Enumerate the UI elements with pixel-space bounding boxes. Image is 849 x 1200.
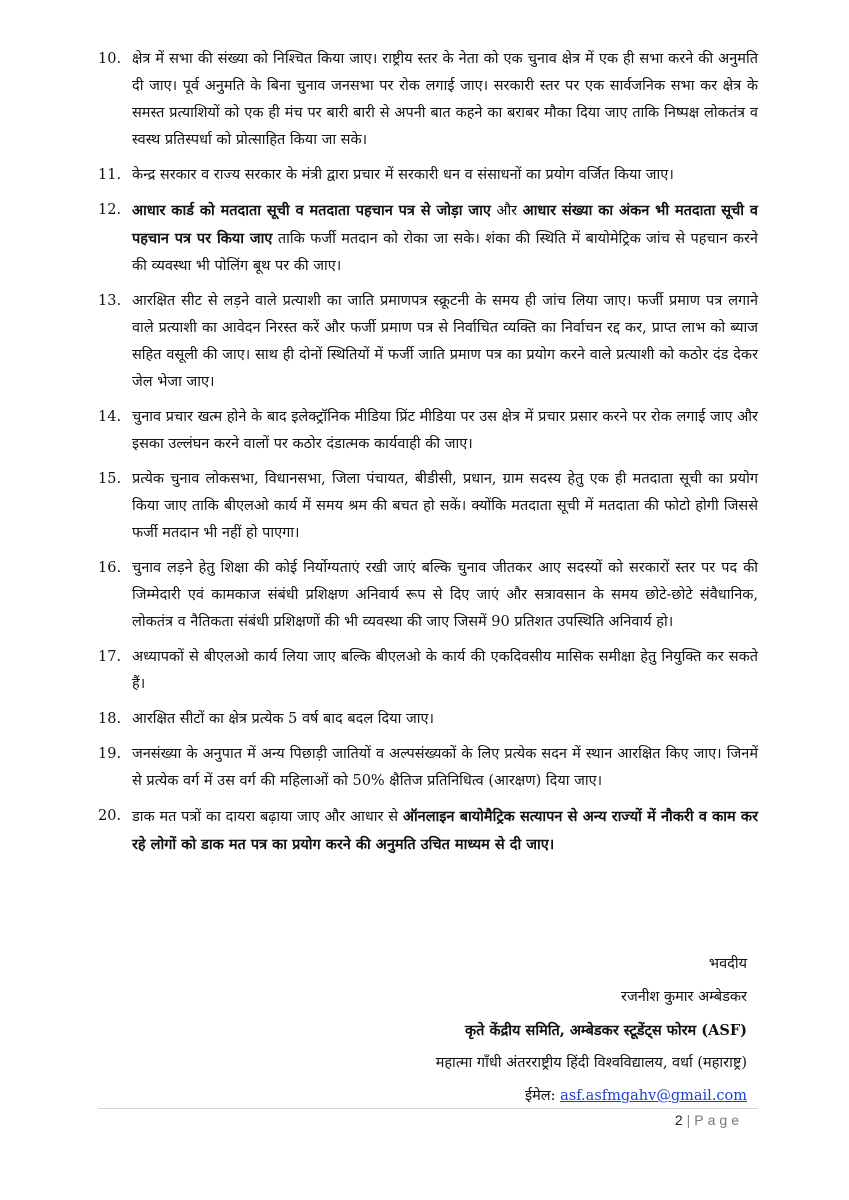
item-number: 17. <box>98 649 122 665</box>
institution: महात्मा गाँधी अंतरराष्ट्रीय हिंदी विश्वविद्यालय, वर्धा (महाराष्ट्र) <box>435 1055 747 1071</box>
email-label: ईमेल: <box>525 1088 561 1104</box>
item-text: प्रत्येक चुनाव लोकसभा, विधानसभा, जिला पंचायत, बीडीसी, प्रधान, ग्राम सदस्य हेतु एक ही मतदाता सूची का प्रयोग किया जाए ताकि बीएलओ कार्य में समय श्रम की बचत हो सकें। क्योंकि मतदाता सूची में मतदाता की फोटो होगी जिससे फर्जी मतदान भी नहीं हो पाएगा। <box>132 471 758 541</box>
item-text: केन्द्र सरकार व राज्य सरकार के मंत्री द्वारा प्रचार में सरकारी धन व संसाधनों का प्रयोग वर्जित किया जाए। <box>132 167 674 183</box>
page-footer <box>675 1112 743 1128</box>
list-item <box>98 197 758 280</box>
recommendations-list <box>98 46 758 867</box>
item-number: 14. <box>98 409 122 425</box>
item-number: 13. <box>98 293 122 309</box>
list-item <box>98 741 758 795</box>
item-text-bold: ऑनलाइन बायोमैट्रिक सत्यापन से अन्य राज्यों में नौकरी व काम कर रहे लोगों को डाक मत पत्र का प्रयोग करने की अनुमति उचित माध्यम से दी जाए। <box>132 808 758 853</box>
footer-divider <box>98 1108 758 1109</box>
item-text: डाक मत पत्रों का दायरा बढ़ाया जाए और आधार से <box>132 809 403 825</box>
item-text: आरक्षित सीट से लड़ने वाले प्रत्याशी का जाति प्रमाणपत्र स्क्रूटनी के समय ही जांच लिया जाए। फर्जी प्रमाण पत्र लगाने वाले प्रत्याशी का आवेदन निरस्त करें और फर्जी प्रमाण पत्र से निर्वाचित व्यक्ति का निर्वाचन रद्द कर, प्राप्त लाभ को ब्याज सहित वसूली की जाए। साथ ही दोनों स्थितियों में फर्जी जाति प्रमाण पत्र का प्रयोग करने वाले प्रत्याशी को कठोर दंड देकर जेल भेजा जाए। <box>132 293 758 390</box>
item-number: 12. <box>98 202 122 218</box>
list-item <box>98 288 758 396</box>
list-item <box>98 46 758 154</box>
item-text-bold: आधार कार्ड को मतदाता सूची व मतदाता पहचान पत्र से जोड़ा जाए <box>132 202 491 219</box>
list-item <box>98 706 758 733</box>
item-number: 18. <box>98 711 122 727</box>
list-item <box>98 555 758 636</box>
item-text: आरक्षित सीटों का क्षेत्र प्रत्येक 5 वर्ष बाद बदल दिया जाए। <box>132 711 435 727</box>
page-label: Page <box>694 1112 743 1128</box>
item-text: ताकि फर्जी मतदान को रोका जा सके। शंका की स्थिति में बायोमेट्रिक जांच से पहचान करने की व्यवस्था भी पोलिंग बूथ पर की जाए। <box>132 231 758 274</box>
item-text: क्षेत्र में सभा की संख्या को निश्चित किया जाए। राष्ट्रीय स्तर के नेता को एक चुनाव क्षेत्र में एक ही सभा करने की अनुमति दी जाए। पूर्व अनुमति के बिना चुनाव जनसभा पर रोक लगाई जाए। सरकारी स्तर पर एक सार्वजनिक सभा कर क्षेत्र के समस्त प्रत्याशियों को एक ही मंच पर बारी बारी से अपनी बात कहने का बराबर मौका दिया जाए ताकि निष्पक्ष लोकतंत्र व स्वस्थ प्रतिस्पर्धा को प्रोत्साहित किया जा सके। <box>132 51 758 148</box>
footer-separator: | <box>686 1112 691 1128</box>
item-number: 11. <box>98 167 122 183</box>
organization: कृते केंद्रीय समिति, अम्बेडकर स्टूडेंट्स फोरम (ASF) <box>465 1022 747 1039</box>
item-number: 16. <box>98 560 122 576</box>
item-text: चुनाव लड़ने हेतु शिक्षा की कोई निर्योग्यताएं रखी जाएं बल्कि चुनाव जीतकर आए सदस्यों को सरकारों स्तर पर पद की जिम्मेदारी एवं कामकाज संबंधी प्रशिक्षण अनिवार्य रूप से दिए जाएं और सत्रावसान के समय छोटे-छोटे संवैधानिक, लोकतंत्र व नैतिकता संबंधी प्रशिक्षणों की भी व्यवस्था की जाए जिसमें 90 प्रतिशत उपस्थिति अनिवार्य हो। <box>132 560 758 630</box>
list-item <box>98 162 758 189</box>
item-text: जनसंख्या के अनुपात में अन्य पिछाड़ी जातियों व अल्पसंख्यकों के लिए प्रत्येक सदन में स्थान आरक्षित किए जाए। जिनमें से प्रत्येक वर्ग में उस वर्ग की महिलाओं को 50% क्षैतिज प्रतिनिधित्व (आरक्षण) दिया जाए। <box>132 746 758 789</box>
signatory-name: रजनीश कुमार अम्बेडकर <box>621 989 747 1005</box>
list-item <box>98 466 758 547</box>
item-number: 15. <box>98 471 122 487</box>
closing: भवदीय <box>708 956 747 972</box>
signature-block <box>436 948 747 1113</box>
page-number: 2 <box>674 1112 683 1128</box>
item-number: 20. <box>98 808 122 824</box>
email-link[interactable]: asf.asfmgahv@gmail.com <box>560 1088 747 1104</box>
item-text-bold: आधार संख्या का अंकन भी मतदाता सूची व पहचान पत्र पर किया जाए <box>132 202 758 247</box>
list-item <box>98 404 758 458</box>
item-number: 19. <box>98 746 122 762</box>
item-text: चुनाव प्रचार खत्म होने के बाद इलेक्ट्रॉनिक मीडिया प्रिंट मीडिया पर उस क्षेत्र में प्रचार प्रसार करने पर रोक लगाई जाए और इसका उल्लंघन करने वालों पर कठोर दंडात्मक कार्यवाही की जाए। <box>132 409 758 452</box>
item-text: और <box>490 203 523 219</box>
list-item <box>98 803 758 859</box>
list-item <box>98 644 758 698</box>
item-text: अध्यापकों से बीएलओ कार्य लिया जाए बल्कि बीएलओ के कार्य की एकदिवसीय मासिक समीक्षा हेतु नियुक्ति कर सकते हैं। <box>132 649 758 692</box>
item-number: 10. <box>98 51 122 67</box>
